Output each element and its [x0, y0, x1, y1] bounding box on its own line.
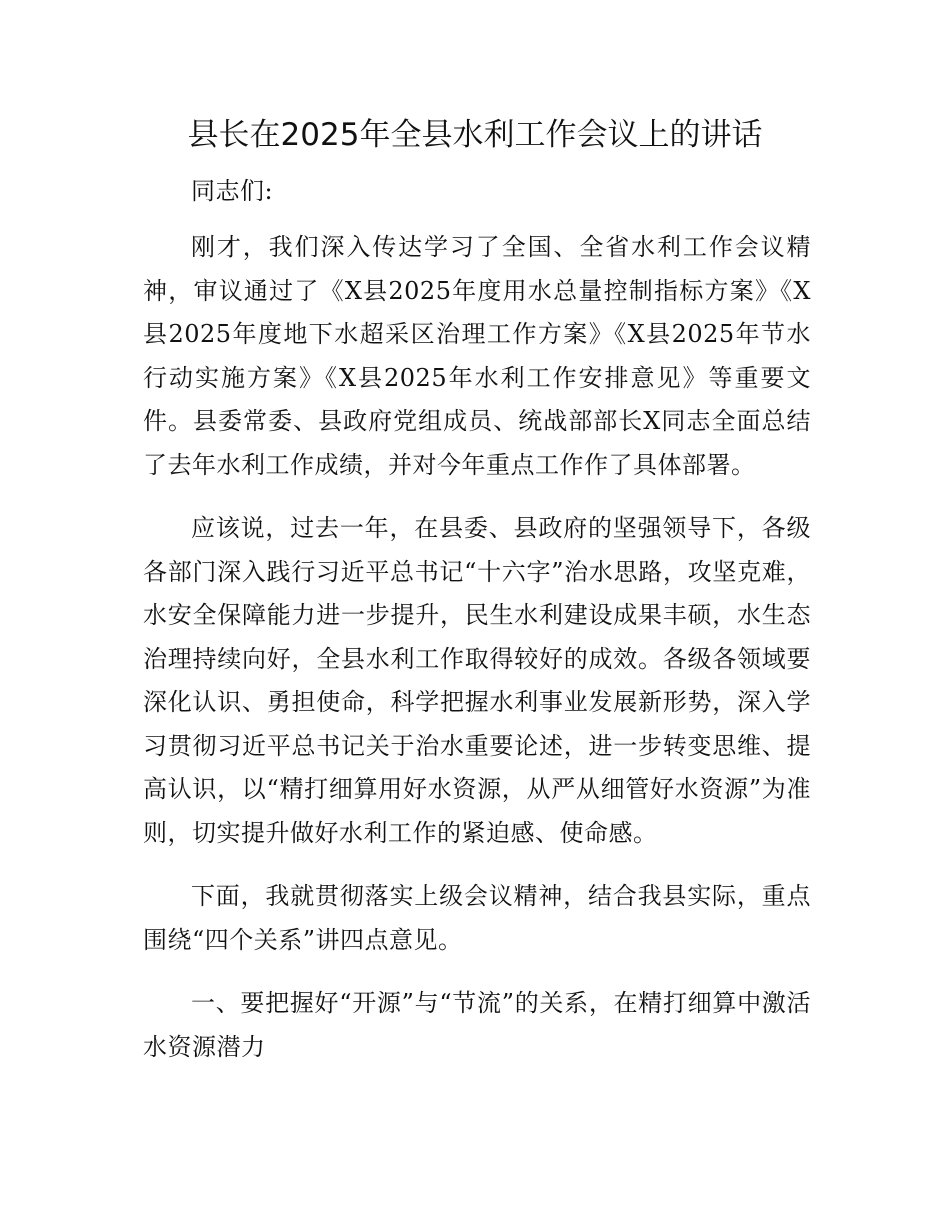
greeting-line: 同志们:	[191, 177, 274, 205]
paragraph-review: 应该说，过去一年，在县委、县政府的坚强领导下，各级各部门深入践行习近平总书记“十六字”治水思路，攻坚克难，水安全保障能力进一步提升，民生水利建设成果丰硕，水生态治理持续向好，全县水利工作取得较好的成效。各级各领域要深化认识、勇担使命，科学把握水利事业发展新形势，深入学习贯彻习近平总书记关于治水重要论述，进一步转变思维、提高认识，以“精打细算用好水资源，从严从细管好水资源”为准则，切实提升做好水利工作的紧迫感、使命感。	[143, 514, 811, 847]
document-title: 县长在2025年全县水利工作会议上的讲话	[187, 117, 763, 153]
paragraph-transition: 下面，我就贯彻落实上级会议精神，结合我县实际，重点围绕“四个关系”讲四点意见。	[143, 882, 811, 954]
paragraph-intro: 刚才，我们深入传达学习了全国、全省水利工作会议精神，审议通过了《X县2025年度用水总量控制指标方案》《X县2025年度地下水超采区治理工作方案》《X县2025年节水行动实施方案》《X县2025年水利工作安排意见》等重要文件。县委常委、县政府党组成员、统战部部长X同志全面总结了去年水利工作成绩，并对今年重点工作作了具体部署。	[143, 233, 811, 479]
section-heading-1: 一、要把握好“开源”与“节流”的关系，在精打细算中激活水资源潜力	[143, 989, 811, 1061]
document-body	[143, 226, 811, 1089]
